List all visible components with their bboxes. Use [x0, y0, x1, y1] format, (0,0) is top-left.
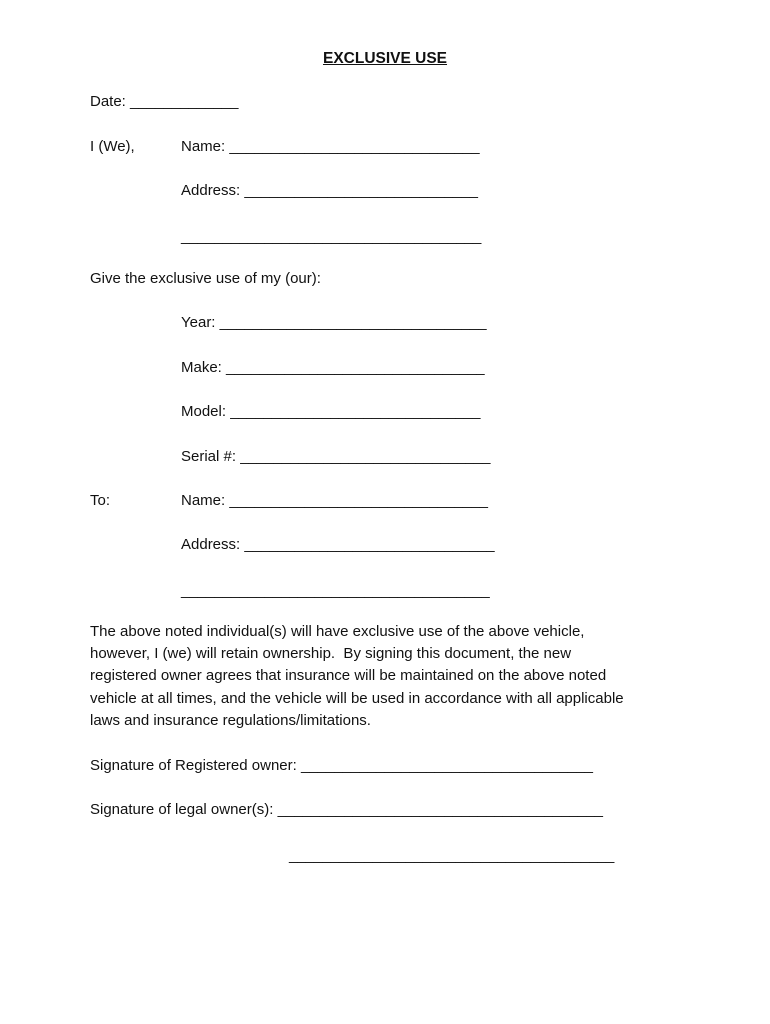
from-label: I (We), — [90, 138, 135, 155]
date-field[interactable]: Date: _____________ — [90, 93, 239, 110]
to-address-field[interactable]: Address: ______________________________ — [181, 536, 495, 553]
terms-paragraph — [90, 621, 690, 732]
terms-paragraph-line: The above noted individual(s) will have exclusive use of the above vehicle, — [90, 623, 585, 640]
from-address-field[interactable]: Address: ____________________________ — [181, 182, 478, 199]
document-title: EXCLUSIVE USE — [322, 50, 448, 67]
to-address-field-line2[interactable]: _____________________________________ — [181, 582, 490, 599]
give-exclusive-use-label: Give the exclusive use of my (our): — [90, 270, 321, 287]
terms-paragraph-line: registered owner agrees that insurance will be maintained on the above noted — [90, 667, 607, 685]
vehicle-serial-field[interactable]: Serial #: ______________________________ — [181, 448, 491, 465]
from-address-field-line2[interactable]: ____________________________________ — [181, 228, 482, 245]
to-label: To: — [90, 492, 111, 509]
registered-owner-signature-field[interactable]: Signature of Registered owner: ___________________________________ — [90, 757, 593, 774]
legal-owner-signature-field[interactable]: Signature of legal owner(s): _______________________________________ — [90, 801, 603, 818]
terms-paragraph-line: however, I (we) will retain ownership. By signing this document, the new — [90, 645, 572, 663]
vehicle-make-field[interactable]: Make: _______________________________ — [181, 359, 485, 376]
terms-paragraph-line: vehicle at all times, and the vehicle will be used in accordance with all applicable — [90, 689, 624, 707]
vehicle-year-field[interactable]: Year: ________________________________ — [181, 314, 487, 331]
legal-owner-signature-field-line2[interactable]: _______________________________________ — [289, 847, 615, 864]
from-name-field[interactable]: Name: ______________________________ — [181, 138, 480, 155]
to-name-field[interactable]: Name: _______________________________ — [181, 492, 488, 509]
vehicle-model-field[interactable]: Model: ______________________________ — [181, 403, 481, 420]
terms-paragraph-line: laws and insurance regulations/limitations. — [90, 711, 371, 729]
